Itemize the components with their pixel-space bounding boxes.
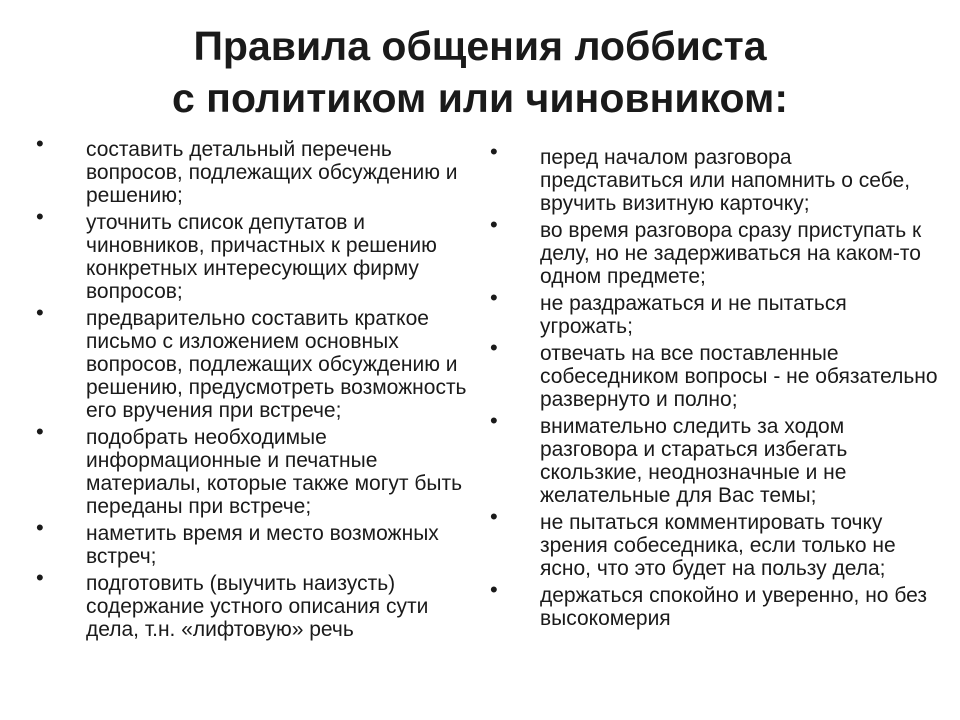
list-item-text: подготовить (выучить наизусть) содержание устного описания сути дела, т.н. «лифтовую» речь bbox=[86, 572, 429, 641]
list-item-text: составить детальный перечень вопросов, подлежащих обсуждению и решению; bbox=[86, 138, 458, 207]
list-item bbox=[36, 131, 472, 207]
bullet-icon: • bbox=[36, 419, 44, 444]
list-item-text: отвечать на все поставленные собеседником вопросы - не обязательно развернуто и полно; bbox=[540, 342, 938, 411]
list-item bbox=[36, 515, 472, 568]
list-item-text: внимательно следить за ходом разговора и стараться избегать скользкие, неоднозначные и не желательные для Вас темы; bbox=[540, 415, 848, 507]
list-item bbox=[36, 565, 472, 641]
list-item-text: не пытаться комментировать точку зрения собеседника, если только не ясно, что это будет на пользу дела; bbox=[540, 511, 896, 580]
bullet-icon: • bbox=[36, 565, 44, 590]
list-item-text: держаться спокойно и уверенно, но без высокомерия bbox=[540, 584, 927, 630]
list-item bbox=[490, 212, 938, 288]
list-item bbox=[490, 408, 938, 507]
bullet-icon: • bbox=[490, 139, 498, 164]
list-item bbox=[36, 419, 472, 518]
bullet-icon: • bbox=[490, 212, 498, 237]
list-item-text: во время разговора сразу приступать к делу, но не задерживаться на каком-то одном предмете; bbox=[540, 219, 922, 288]
slide-title-line-2: с политиком или чиновником: bbox=[171, 75, 789, 121]
bullet-icon: • bbox=[36, 515, 44, 540]
list-item bbox=[490, 335, 938, 411]
list-item bbox=[490, 285, 938, 338]
slide-title-line-1: Правила общения лоббиста bbox=[193, 23, 767, 69]
list-item bbox=[490, 504, 938, 580]
bullet-icon: • bbox=[490, 335, 498, 360]
list-item-text: уточнить список депутатов и чиновников, причастных к решению конкретных интересующих фирму вопросов; bbox=[86, 211, 437, 303]
bullet-icon: • bbox=[36, 300, 44, 325]
bullet-icon: • bbox=[490, 504, 498, 529]
bullet-icon: • bbox=[36, 204, 44, 229]
bullet-icon: • bbox=[36, 131, 44, 156]
bullet-icon: • bbox=[490, 285, 498, 310]
list-item-text: не раздражаться и не пытаться угрожать; bbox=[540, 292, 847, 338]
list-item bbox=[490, 577, 938, 630]
list-item-text: перед началом разговора представиться или напомнить о себе, вручить визитную карточку; bbox=[540, 146, 911, 215]
list-item-text: подобрать необходимые информационные и печатные материалы, которые также могут быть переданы при встрече; bbox=[86, 426, 463, 518]
list-item bbox=[36, 204, 472, 303]
left-bullet-list bbox=[36, 131, 472, 645]
bullet-icon: • bbox=[490, 577, 498, 602]
bullet-icon: • bbox=[490, 408, 498, 433]
list-item-text: предварительно составить краткое письмо с изложением основных вопросов, подлежащих обсуждению и решению, предусмотреть возможность его вручения при встрече; bbox=[86, 307, 467, 422]
slide-title bbox=[0, 20, 960, 124]
list-item bbox=[36, 300, 472, 422]
list-item-text: наметить время и место возможных встреч; bbox=[86, 522, 439, 568]
right-bullet-list bbox=[490, 139, 938, 634]
list-item bbox=[490, 139, 938, 215]
